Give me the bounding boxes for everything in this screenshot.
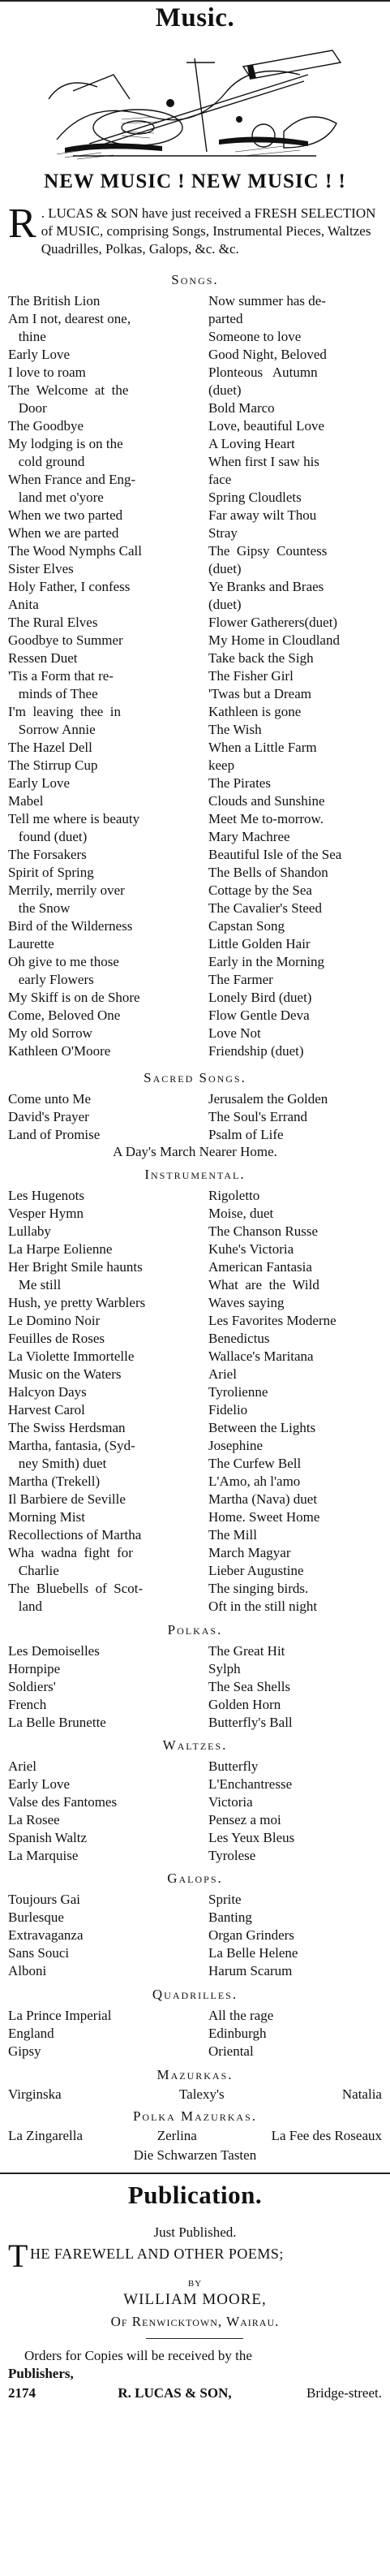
musical-instruments-engraving — [41, 42, 349, 164]
list-item: Spring Cloudlets — [208, 490, 302, 505]
list-item: Oriental — [208, 2043, 254, 2059]
list-item: Bird of the Wilderness — [8, 918, 133, 934]
list-item: Sans Souci — [8, 1945, 70, 1961]
work-title-text: HE FAREWELL AND OTHER POEMS; — [29, 2246, 284, 2262]
list-item: The Cavalier's Steed — [208, 900, 322, 916]
list-item: The Bells of Shandon — [208, 865, 328, 880]
list-item: When France and Eng- — [8, 472, 136, 487]
galops-heading: Galops. — [167, 1871, 223, 1886]
list-item: Lieber Augustine — [208, 1563, 304, 1578]
list-item: Tell me where is beauty — [8, 811, 140, 826]
section-divider — [0, 2173, 390, 2174]
intro-paragraph — [8, 201, 386, 258]
list-item: Anita — [8, 597, 39, 612]
list-item: Goodbye to Summer — [8, 632, 123, 648]
list-item: The Soul's Errand — [208, 1109, 308, 1124]
waltzes-heading: Waltzes. — [162, 1737, 228, 1753]
list-item: Home. Sweet Home — [208, 1509, 320, 1525]
list-item: The Mill — [208, 1527, 257, 1543]
list-item: Ressen Duet — [8, 650, 78, 666]
list-item: Flow Gentle Deva — [208, 1008, 310, 1023]
list-item: Tyrolese — [208, 1848, 256, 1863]
list-item: minds of Thee — [8, 686, 98, 701]
instrumental-list — [8, 1187, 382, 1616]
list-item: Door — [8, 400, 47, 416]
mazurkas-heading: Mazurkas. — [156, 2067, 234, 2082]
list-item: Friendship (duet) — [208, 1043, 304, 1059]
list-item: The Welcome at the — [8, 382, 129, 398]
publication-place: Of Renwicktown, Wairau. — [110, 2314, 280, 2329]
list-item: Bold Marco — [208, 400, 275, 416]
list-item: My old Sorrow — [8, 1025, 92, 1041]
publisher-name: R. LUCAS & SON, — [118, 2385, 232, 2401]
list-item: thine — [8, 329, 46, 344]
list-item: Land of Promise — [8, 1127, 101, 1142]
list-item: Burlesque — [8, 1909, 64, 1925]
list-item: La Rosee — [8, 1812, 60, 1827]
list-item: Music on the Waters — [8, 1366, 122, 1382]
list-item: Kathleen is gone — [208, 704, 302, 719]
list-item: Oft in the still night — [208, 1599, 318, 1614]
list-item: Fidelio — [208, 1402, 248, 1417]
list-item: I love to roam — [8, 365, 86, 380]
list-item: Organ Grinders — [208, 1927, 294, 1943]
list-item: Moise, duet — [208, 1206, 274, 1221]
list-item: When we are parted — [8, 525, 119, 541]
list-item: Sorrow Annie — [8, 722, 96, 737]
list-item: Kuhe's Victoria — [208, 1241, 294, 1257]
list-item: Feuilles de Roses — [8, 1331, 105, 1346]
just-published: Just Published. — [153, 2224, 237, 2240]
list-item: Ye Branks and Braes — [208, 579, 324, 594]
galops-list — [8, 1891, 382, 1980]
list-item: Cottage by the Sea — [208, 882, 312, 898]
list-item: parted — [208, 311, 243, 326]
sacred-last-line: A Day's March Nearer Home. — [113, 1144, 277, 1159]
intro-dropcap: R — [8, 201, 36, 247]
list-item: La Marquise — [8, 1848, 79, 1863]
list-item: Butterfly — [208, 1758, 259, 1774]
polka-mazurka-item: La Zingarella — [8, 2128, 84, 2143]
list-item: A Loving Heart — [208, 436, 295, 451]
list-item: Mabel — [8, 793, 44, 809]
list-item: The Curfew Bell — [208, 1456, 302, 1471]
polkas-list — [8, 1642, 382, 1732]
list-item: Banting — [208, 1909, 252, 1925]
list-item: Ariel — [208, 1366, 237, 1382]
list-item: Early in the Morning — [208, 954, 325, 969]
list-item: Spirit of Spring — [8, 865, 94, 880]
songs-heading: Songs. — [171, 272, 219, 287]
list-item: Morning Mist — [8, 1509, 85, 1525]
publication-section-title: Publication. — [127, 2181, 263, 2209]
new-music-headline: NEW MUSIC ! NEW MUSIC ! ! — [44, 170, 346, 192]
list-item: Love, beautiful Love — [208, 418, 325, 434]
list-item: Merrily, merrily over — [8, 882, 125, 898]
list-item: Hush, ye pretty Warblers — [8, 1295, 146, 1310]
list-item: The Gipsy Countess — [208, 543, 328, 559]
list-item: early Flowers — [8, 972, 94, 987]
list-item: Alboni — [8, 1963, 47, 1978]
list-item: The Goodbye — [8, 418, 84, 434]
list-item: Harum Scarum — [208, 1963, 293, 1978]
list-item: found (duet) — [8, 829, 88, 844]
list-item: (duet) — [208, 561, 242, 576]
list-item: Charlie — [8, 1563, 59, 1578]
list-item: Early Love — [8, 1776, 70, 1792]
list-item: Someone to love — [208, 329, 302, 344]
list-item: Josephine — [208, 1438, 264, 1453]
list-item: La Prince Imperial — [8, 2008, 112, 2023]
list-item: American Fantasia — [208, 1259, 312, 1275]
quadrilles-heading: Quadrilles. — [152, 1987, 238, 2002]
list-item: Early Love — [8, 775, 70, 791]
list-item: All the rage — [208, 2008, 274, 2023]
list-item: David's Prayer — [8, 1109, 89, 1124]
list-item: Good Night, Beloved — [208, 347, 327, 362]
list-item: Take back the Sigh — [208, 650, 314, 666]
top-rule — [0, 0, 390, 2]
list-item: The Stirrup Cup — [8, 757, 98, 773]
list-item: When we two parted — [8, 507, 123, 523]
list-item: L'Amo, ah l'amo — [208, 1474, 301, 1489]
list-item: Ariel — [8, 1758, 36, 1774]
list-item: Capstan Song — [208, 918, 285, 934]
list-item: The singing birds. — [208, 1581, 309, 1596]
list-item: French — [8, 1697, 47, 1712]
publication-footer-row — [8, 2385, 382, 2401]
list-item: Far away wilt Thou — [208, 507, 317, 523]
list-item: Golden Horn — [208, 1697, 281, 1712]
list-item: Il Barbiere de Seville — [8, 1491, 126, 1507]
publisher-address: Bridge-street. — [306, 2385, 382, 2401]
list-item: Little Golden Hair — [208, 936, 311, 951]
list-item: Plonteous Autumn — [208, 365, 318, 380]
publication-dropcap: T — [8, 2237, 28, 2274]
list-item: Tyrolienne — [208, 1384, 268, 1400]
list-item: Valse des Fantomes — [8, 1794, 118, 1810]
polka-mazurkas-last-line: Die Schwarzen Tasten — [133, 2147, 257, 2163]
list-item: The Fisher Girl — [208, 668, 294, 684]
list-item: La Belle Brunette — [8, 1715, 106, 1730]
list-item: Wallace's Maritana — [208, 1348, 314, 1364]
list-item: Recollections of Martha — [8, 1527, 142, 1543]
list-item: Meet Me to-morrow. — [208, 811, 324, 826]
list-item: Mary Machree — [208, 829, 290, 844]
music-section-title: Music. — [155, 3, 235, 32]
list-item: 'Twas but a Dream — [208, 686, 311, 701]
list-item: Butterfly's Ball — [208, 1715, 293, 1730]
list-item: When first I saw his — [208, 454, 319, 469]
list-item: face — [208, 472, 232, 487]
mazurka-item: Virginska — [8, 2086, 62, 2102]
list-item: Clouds and Sunshine — [208, 793, 325, 809]
sacred-songs-heading: Sacred Songs. — [144, 1070, 246, 1085]
list-item: I'm leaving thee in — [8, 704, 122, 719]
mazurka-item: Natalia — [341, 2086, 382, 2102]
list-item: Le Domino Noir — [8, 1313, 101, 1328]
list-item: (duet) — [208, 382, 242, 398]
list-item: Lullaby — [8, 1223, 51, 1239]
list-item: Flower Gatherers(duet) — [208, 615, 338, 630]
list-item: cold ground — [8, 454, 85, 469]
list-item: La Harpe Eolienne — [8, 1241, 113, 1257]
list-item: The British Lion — [8, 293, 101, 309]
list-item: La Belle Helene — [208, 1945, 298, 1961]
list-item: The Swiss Herdsman — [8, 1420, 126, 1435]
list-item: Martha (Trekell) — [8, 1474, 101, 1489]
list-item: Harvest Carol — [8, 1402, 85, 1417]
list-item: The Wish — [208, 722, 262, 737]
list-item: Gipsy — [8, 2043, 41, 2059]
list-item: Lonely Bird (duet) — [208, 990, 312, 1005]
list-item: Come, Beloved One — [8, 1008, 121, 1023]
publication-work-title — [8, 2237, 386, 2274]
list-item: When a Little Farm — [208, 740, 317, 755]
songs-list — [8, 292, 382, 1060]
list-item: Les Hugenots — [8, 1188, 84, 1203]
list-item: The Farmer — [208, 972, 273, 987]
list-item: (duet) — [208, 597, 242, 612]
list-item: Laurette — [8, 936, 54, 951]
list-item: land met o'yore — [8, 490, 104, 505]
list-item: Edinburgh — [208, 2026, 267, 2041]
list-item: Les Yeux Bleus — [208, 1830, 295, 1845]
list-item: Pensez a moi — [208, 1812, 281, 1827]
list-item: ney Smith) duet — [8, 1456, 107, 1471]
list-item: Halcyon Days — [8, 1384, 87, 1400]
list-item: The Pirates — [208, 775, 271, 791]
advert-reference-number: 2174 — [8, 2385, 36, 2401]
list-item: Hornpipe — [8, 1661, 61, 1676]
list-item: Psalm of Life — [208, 1127, 284, 1142]
list-item: Benedictus — [208, 1331, 270, 1346]
list-item: My Home in Cloudland — [208, 632, 340, 648]
list-item: The Chanson Russe — [208, 1223, 319, 1239]
publication-publishers-label: Publishers, — [8, 2366, 74, 2381]
list-item: Vesper Hymn — [8, 1206, 84, 1221]
polka-mazurkas-row — [8, 2128, 382, 2144]
list-item: Now summer has de- — [208, 293, 326, 309]
list-item: Waves saying — [208, 1295, 285, 1310]
list-item: Between the Lights — [208, 1420, 316, 1435]
list-item: Martha, fantasia, (Syd- — [8, 1438, 135, 1453]
list-item: What are the Wild — [208, 1277, 319, 1292]
polka-mazurkas-heading: Polka Mazurkas. — [132, 2108, 258, 2124]
list-item: Kathleen O'Moore — [8, 1043, 111, 1059]
list-item: Me still — [8, 1277, 62, 1292]
list-item: land — [8, 1599, 43, 1614]
publication-by: BY — [187, 2279, 203, 2289]
list-item: Come unto Me — [8, 1091, 91, 1107]
intro-text: . LUCAS & SON have just received a FRESH SELECTION of MUSIC, comprising Songs, Instrumental Pieces, Waltzes Quadrilles, Polkas, Galops, &c. &c. — [41, 205, 376, 257]
list-item: March Magyar — [208, 1545, 291, 1560]
mazurka-item: Talexy's — [178, 2086, 225, 2102]
polka-mazurka-item: La Fee des Roseaux — [271, 2128, 382, 2143]
list-item: The Wood Nymphs Call — [8, 543, 143, 559]
list-item: Toujours Gai — [8, 1892, 80, 1907]
polka-mazurka-item: Zerlina — [156, 2128, 197, 2143]
list-item: Martha (Nava) duet — [208, 1491, 318, 1507]
sacred-songs-list — [8, 1090, 382, 1144]
list-item: Sprite — [208, 1892, 242, 1907]
mazurkas-row — [8, 2086, 382, 2103]
list-item: Les Favorites Moderne — [208, 1313, 336, 1328]
list-item: L'Enchantresse — [208, 1776, 293, 1792]
list-item: Am I not, dearest one, — [8, 311, 131, 326]
instrumental-heading: Instrumental. — [144, 1167, 246, 1182]
quadrilles-list — [8, 2007, 382, 2060]
list-item: The Rural Elves — [8, 615, 98, 630]
list-item: England — [8, 2026, 54, 2041]
list-item: Her Bright Smile haunts — [8, 1259, 143, 1275]
list-item: The Forsakers — [8, 847, 87, 862]
list-item: Stray — [208, 525, 238, 541]
list-item: Soldiers' — [8, 1679, 56, 1694]
publication-short-rule — [146, 2338, 243, 2339]
list-item: Les Demoiselles — [8, 1643, 100, 1659]
publication-author: WILLIAM MOORE, — [123, 2291, 267, 2308]
list-item: Oh give to me those — [8, 954, 119, 969]
list-item: keep — [208, 757, 235, 773]
list-item: Rigoletto — [208, 1188, 260, 1203]
list-item: 'Tis a Form that re- — [8, 668, 114, 684]
list-item: Beautiful Isle of the Sea — [208, 847, 342, 862]
list-item: Jerusalem the Golden — [208, 1091, 328, 1107]
list-item: Wha wadna fight for — [8, 1545, 133, 1560]
list-item: The Bluebells of Scot- — [8, 1581, 144, 1596]
list-item: My lodging is on the — [8, 436, 123, 451]
list-item: Love Not — [208, 1025, 261, 1041]
list-item: My Skiff is on de Shore — [8, 990, 140, 1005]
list-item: Holy Father, I confess — [8, 579, 131, 594]
list-item: La Violette Immortelle — [8, 1348, 135, 1364]
list-item: Extravaganza — [8, 1927, 84, 1943]
list-item: Sylph — [208, 1661, 241, 1676]
list-item: the Snow — [8, 900, 71, 916]
list-item: The Sea Shells — [208, 1679, 291, 1694]
list-item: Sister Elves — [8, 561, 74, 576]
waltzes-list — [8, 1758, 382, 1865]
list-item: The Hazel Dell — [8, 740, 92, 755]
publication-orders: Orders for Copies will be received by the — [24, 2348, 252, 2363]
polkas-heading: Polkas. — [167, 1622, 223, 1638]
list-item: Victoria — [208, 1794, 253, 1810]
list-item: Early Love — [8, 347, 70, 362]
list-item: Spanish Waltz — [8, 1830, 88, 1845]
list-item: The Great Hit — [208, 1643, 285, 1659]
